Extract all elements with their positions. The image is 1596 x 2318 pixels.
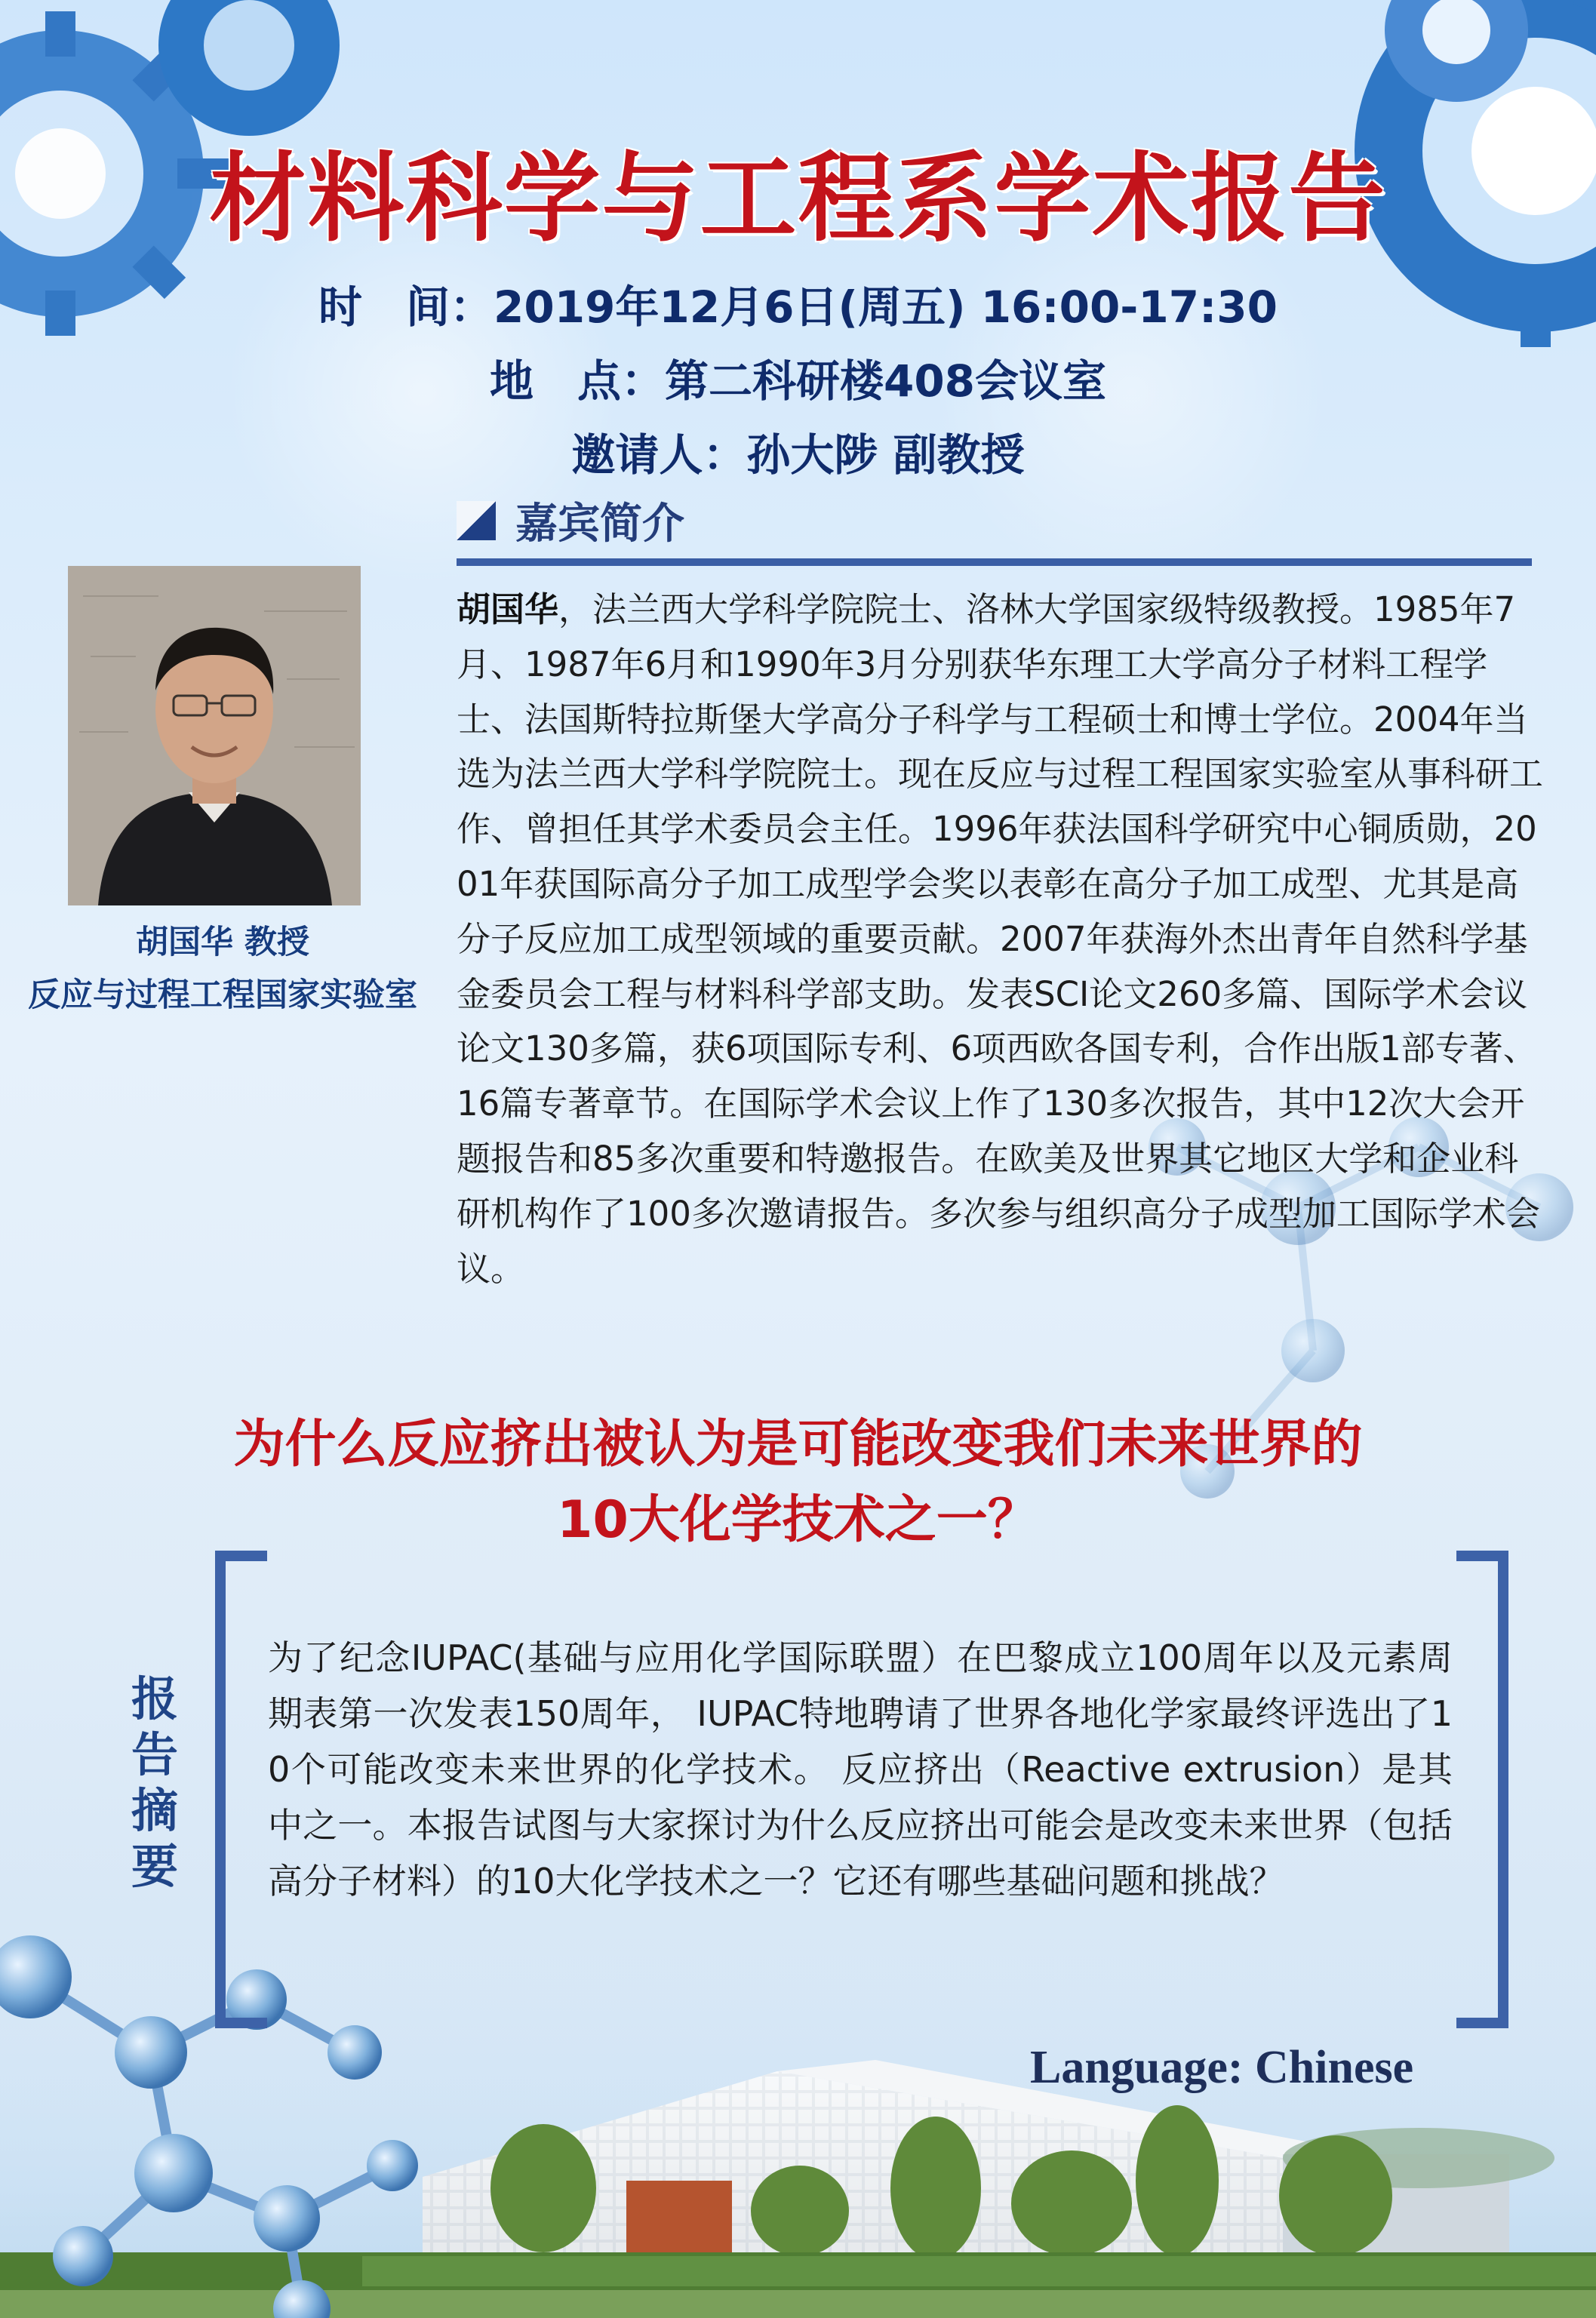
inviter-line bbox=[0, 420, 1596, 483]
guest-caption-affiliation: 反应与过程工程国家实验室 bbox=[28, 976, 417, 1014]
place-line bbox=[0, 346, 1596, 409]
language-note: Language: Chinese bbox=[1030, 2042, 1414, 2093]
guest-biography bbox=[457, 583, 1543, 1296]
time-line bbox=[0, 272, 1596, 335]
abstract-label: 报告摘要 bbox=[131, 1671, 178, 1894]
time-value: 2019年12月6日(周五) 16:00-17:30 bbox=[493, 281, 1278, 333]
guest-section-heading bbox=[457, 490, 684, 551]
bio-text: ，法兰西大学科学院院士、洛林大学国家级特级教授。1985年7月、1987年6月和1990年3月分别获华东理工大学高分子材料工程学士、法国斯特拉斯堡大学高分子科学与工程硕士和博士学位。2004年当选为法兰西大学科学院院士。现在反应与过程工程国家实验室从事科研工作、曾担任其学术委员会主任。1996年获法国科学研究中心铜质勋，2001年获国际高分子加工成型学会奖以表彰在高分子加工成型、尤其是高分子反应加工成型领域的重要贡献。2007年获海外杰出青年自然科学基金委员会工程与材料科学部支助。发表SCI论文260多篇、国际学术会议论文130多篇，获6项国际专利、6项西欧各国专利，合作出版1部专著、16篇专著章节。在国际学术会议上作了130多次报告，其中12次大会开题报告和85多次重要和特邀报告。在欧美及世界其它地区大学和企业科研机构作了100多次邀请报告。多次参与组织高分子成型加工国际学术会议。 bbox=[457, 589, 1544, 1289]
guest-photo bbox=[68, 566, 361, 905]
section-divider bbox=[457, 558, 1532, 566]
place-value: 第二科研楼408会议室 bbox=[664, 355, 1107, 407]
question-line-1: 为什么反应挤出被认为是可能改变我们未来世界的 bbox=[233, 1415, 1363, 1474]
right-bracket bbox=[1456, 1551, 1508, 2028]
guest-section-title: 嘉宾简介 bbox=[515, 500, 684, 549]
inviter-label: 邀请人： bbox=[571, 429, 747, 481]
question-line-2: 10大化学技术之一？ bbox=[557, 1490, 1039, 1550]
inviter-value: 孙大陟 副教授 bbox=[746, 429, 1025, 481]
bio-name: 胡国华 bbox=[457, 589, 559, 629]
page-title: 材料科学与工程系学术报告 bbox=[209, 143, 1387, 255]
place-label: 地 点： bbox=[489, 355, 665, 407]
time-label: 时 间： bbox=[318, 281, 494, 333]
triangle-square-icon bbox=[457, 501, 496, 540]
left-bracket bbox=[215, 1551, 267, 2028]
guest-caption-name: 胡国华 教授 bbox=[136, 924, 309, 961]
abstract-text: 为了纪念IUPAC(基础与应用化学国际联盟）在巴黎成立100周年以及元素周期表第一次发表150周年， IUPAC特地聘请了世界各地化学家最终评选出了10个可能改变未来世界的化学技术。 反应挤出（Reactive extrusion）是其中之一。本报告试图与大家探讨为什么反应挤出可能会是改变未来世界（包括高分子材料）的10大化学技术之一？它还有哪些基础问题和挑战？ bbox=[268, 1637, 1453, 1901]
